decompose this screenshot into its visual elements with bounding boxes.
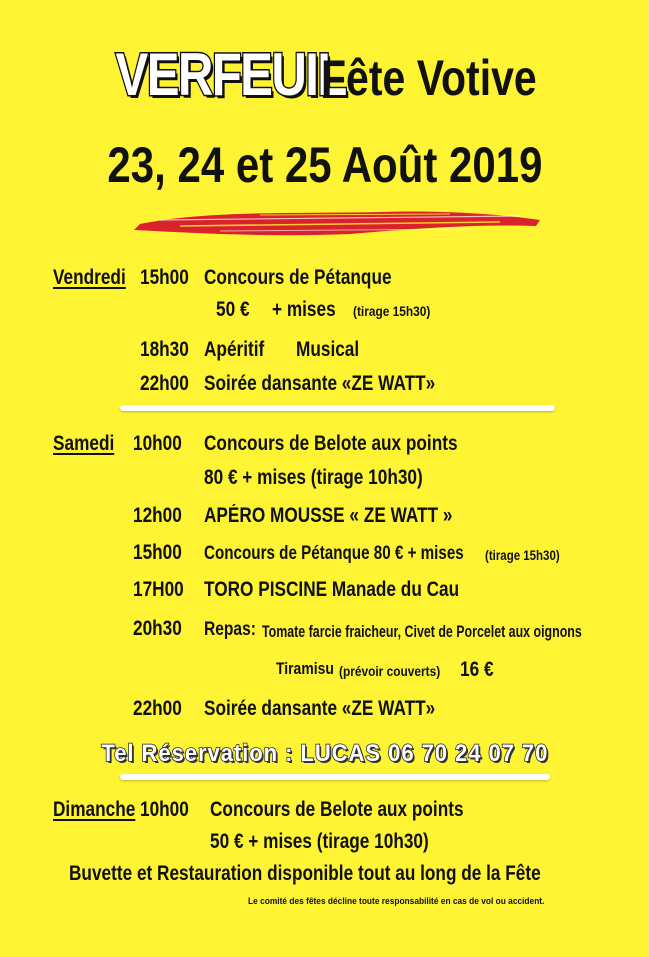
dates-text: 23, 24 et 25 Août 2019	[106, 137, 543, 193]
friday-time-1: 15h00	[140, 266, 189, 289]
friday-time-3: 22h00	[140, 372, 189, 395]
saturday-time-5: 17H00	[133, 578, 184, 601]
friday-text-2b: Musical	[296, 338, 360, 361]
saturday-price: 16 €	[460, 658, 494, 681]
saturday-text-2: 80 € + mises (tirage 10h30)	[204, 466, 423, 489]
reservation-phone: Tel Réservation : LUCAS 06 70 24 07 70	[101, 740, 548, 767]
saturday-text-1: Concours de Belote aux points	[204, 432, 458, 455]
friday-day: Vendredi	[53, 266, 126, 289]
saturday-day-line	[53, 432, 128, 456]
brush-stroke-decoration	[120, 204, 550, 240]
saturday-text-3: APÉRO MOUSSE « ZE WATT »	[204, 504, 453, 527]
saturday-time-8: 22h00	[133, 697, 182, 720]
saturday-text-4: Concours de Pétanque 80 € + mises	[204, 543, 464, 564]
sunday-time-1: 10h00	[140, 798, 189, 821]
saturday-time-3: 12h00	[133, 504, 182, 527]
friday-mises: + mises	[272, 298, 336, 321]
sunday-day: Dimanche	[53, 798, 136, 821]
saturday-time-6: 20h30	[133, 617, 182, 640]
title-row	[0, 40, 649, 109]
saturday-text-8: Soirée dansante «ZE WATT»	[204, 697, 436, 720]
friday-price-line: 50 €	[216, 298, 250, 321]
saturday-repas-label: Repas:	[204, 619, 256, 640]
friday-text-1: Concours de Pétanque	[204, 266, 392, 289]
sunday-text-3: Buvette et Restauration disponible tout au long de la Fête	[69, 862, 541, 885]
saturday-menu: Tomate farcie fraicheur, Civet de Porcelet aux oignons	[262, 622, 582, 641]
event-dates	[0, 136, 649, 194]
saturday-text-5: TORO PISCINE Manade du Cau	[204, 578, 460, 601]
sunday-text-2: 50 € + mises (tirage 10h30)	[210, 830, 429, 853]
separator-1	[120, 405, 555, 411]
saturday-time-4: 15h00	[133, 541, 182, 564]
friday-text-3: Soirée dansante «ZE WATT»	[204, 372, 436, 395]
sunday-day-line	[53, 798, 153, 822]
sunday-text-1: Concours de Belote aux points	[210, 798, 464, 821]
friday-tirage: (tirage 15h30)	[353, 303, 431, 319]
friday-time-2: 18h30	[140, 338, 189, 361]
saturday-dessert: Tiramisu	[276, 659, 334, 678]
disclaimer: Le comité des fêtes décline toute responsabilité en cas de vol ou accident.	[248, 896, 545, 907]
separator-2	[120, 774, 550, 780]
saturday-tirage-4: (tirage 15h30)	[485, 547, 560, 563]
saturday-day: Samedi	[53, 432, 115, 455]
event-title: Fête Votive	[320, 50, 537, 106]
friday-line-1	[53, 266, 142, 290]
saturday-note: (prévoir couverts)	[339, 663, 441, 679]
friday-text-2: Apéritif	[204, 338, 265, 361]
town-title: VERFEUIL	[115, 41, 347, 108]
saturday-time-1: 10h00	[133, 432, 182, 455]
